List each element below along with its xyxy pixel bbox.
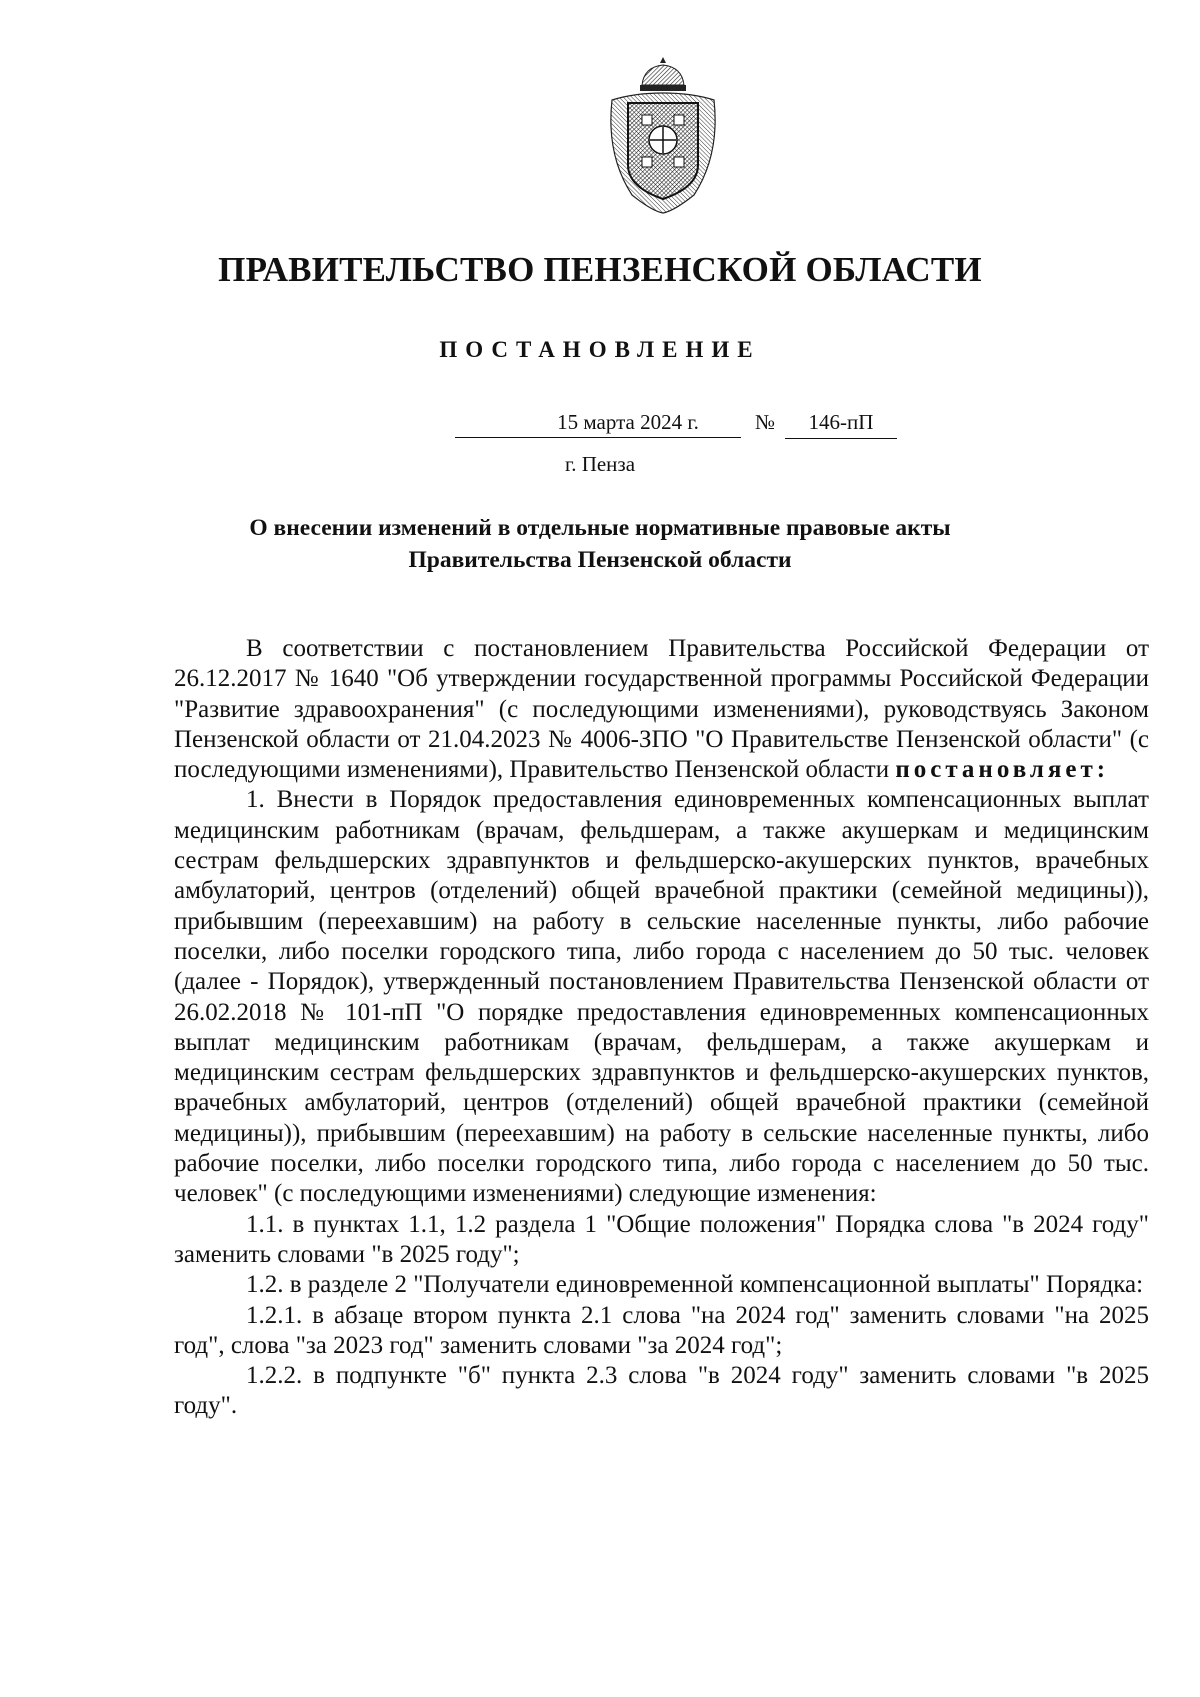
decree-word: постановляет: [895, 756, 1110, 784]
paragraph-1-2: 1.2. в разделе 2 "Получатели единовременной компенсационной выплаты" Порядка: [246, 1271, 1144, 1299]
document-type: ПОСТАНОВЛЕНИЕ [439, 337, 761, 362]
preamble-text: В соответствии с постановлением Правительства Российской Федерации от 26.12.2017 № 1640 "Об утверждении государственной программы Российской Федерации "Развитие здравоохранения" (с последующими изменениями), руководствуясь Законом Пензенской области от 21.04.2023 № 4006-ЗПО "О Правительстве Пензенской области" (с последующими изменениями), Правительство Пензенской области [174, 635, 1149, 784]
number-sign: № [755, 410, 776, 434]
paragraph-1-2-2: 1.2.2. в подпункте "б" пункта 2.3 слова "в 2024 году" заменить словами "в 2025 году". [174, 1362, 1149, 1420]
document-date: 15 марта 2024 г. [455, 410, 741, 438]
paragraph-1: 1. Внести в Порядок предоставления единовременных компенсационных выплат медицинским работникам (врачам, фельдшерам, а также акушеркам и медицинским сестрам фельдшерских здравпунктов и фельдшерско-акушерских пунктов, врачебных амбулаторий, центров (отделений) общей врачебной практики (семейной медицины)), прибывшим (переехавшим) на работу в сельские населенные пункты, либо рабочие поселки, либо поселки городского типа, либо города с населением до 50 тыс. человек (далее - Порядок), утвержденный постановлением Правительства Пензенской области от 26.02.2018 № 101-пП "О порядке предоставления единовременных компенсационных выплат медицинским работникам (врачам, фельдшерам, а также акушеркам и медицинским сестрам фельдшерских здравпунктов и фельдшерско-акушерских пунктов, врачебных амбулаторий, центров (отделений) общей врачебной практики (семейной медицины)), прибывшим (переехавшим) на работу в сельские населенные пункты, либо рабочие поселки, либо поселки городского типа, либо города с населением до 50 тыс. человек" (с последующими изменениями) следующие изменения: [174, 786, 1149, 1208]
document-subject [0, 512, 1200, 576]
coat-of-arms-emblem [602, 55, 724, 215]
preamble-paragraph [174, 634, 1149, 785]
organization-title: ПРАВИТЕЛЬСТВО ПЕНЗЕНСКОЙ ОБЛАСТИ [218, 250, 982, 289]
city: г. Пенза [564, 452, 636, 476]
subject-line-2: Правительства Пензенской области [408, 547, 792, 573]
paragraph-1-1: 1.1. в пунктах 1.1, 1.2 раздела 1 "Общие положения" Порядка слова "в 2024 году" заменить словами "в 2025 году"; [174, 1210, 1149, 1268]
subject-line-1: О внесении изменений в отдельные нормативные правовые акты [249, 515, 951, 541]
document-body [174, 634, 1149, 1422]
document-number: 146-пП [785, 410, 897, 439]
date-number-line [455, 410, 895, 440]
paragraph-1-2-1: 1.2.1. в абзаце втором пункта 2.1 слова "на 2024 год" заменить словами "на 2025 год", слова "за 2023 год" заменить словами "за 2024 год"; [174, 1301, 1149, 1359]
